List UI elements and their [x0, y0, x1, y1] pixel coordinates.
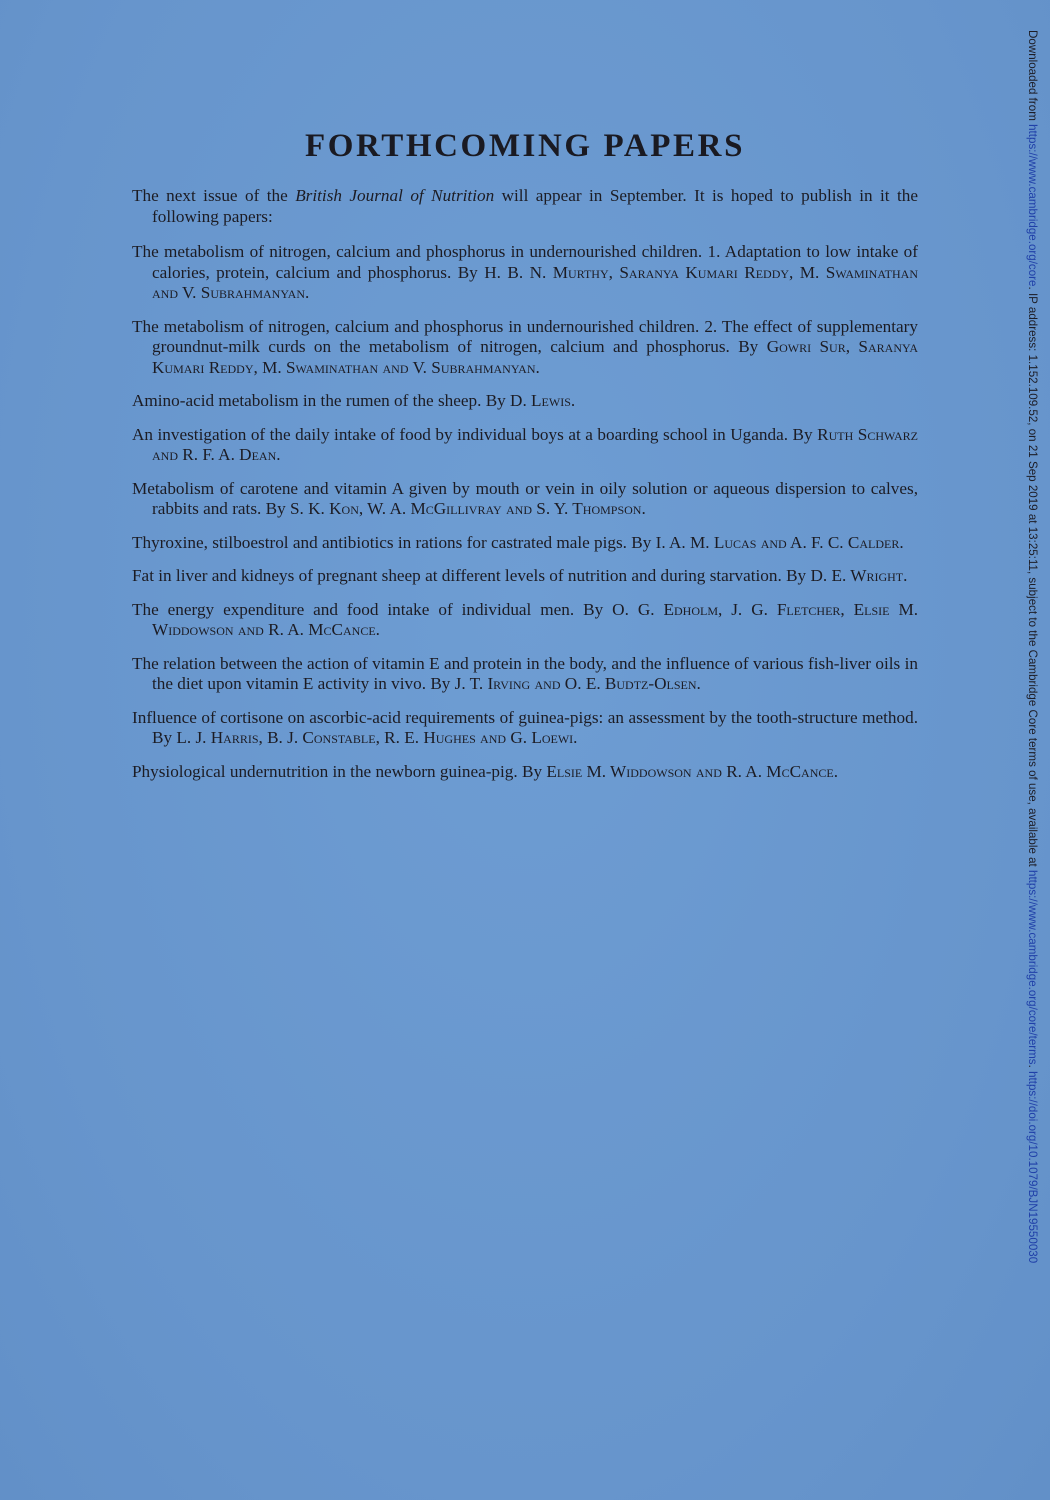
page-heading: FORTHCOMING PAPERS	[304, 128, 746, 164]
paper-entry	[132, 425, 918, 466]
by-word: By	[631, 532, 652, 552]
downloaded-from-label: Downloaded from	[1026, 30, 1039, 121]
paper-authors: J. T. Irving and O. E. Budtz-Olsen.	[454, 674, 701, 693]
intro-text-before: The next issue of the	[132, 186, 296, 205]
paper-entry	[132, 317, 918, 379]
by-word: By	[738, 337, 759, 356]
paper-authors: I. A. M. Lucas and A. F. C. Calder.	[655, 532, 904, 552]
papers-list	[132, 186, 918, 795]
paper-entry	[132, 600, 918, 641]
paper-authors: Elsie M. Widdowson and R. A. McCance.	[546, 761, 839, 781]
journal-name: British Journal of Nutrition	[295, 186, 495, 205]
core-link[interactable]: https://www.cambridge.org/core	[1026, 124, 1039, 287]
separator: .	[1026, 1064, 1039, 1068]
paper-title: Metabolism of carotene and vitamin A given by mouth or vein in oily solution or aqueous dispersion to calves, rabbits and rats.	[132, 478, 918, 518]
paper-authors: D. Lewis.	[510, 391, 576, 410]
paper-authors: H. B. N. Murthy, Saranya Kumari Reddy, M. Swaminathan and V. Subrahmanyan.	[152, 262, 919, 302]
doi-link[interactable]: https://doi.org/10.1079/BJN19550030	[1026, 1071, 1039, 1264]
paper-authors: O. G. Edholm, J. G. Fletcher, Elsie M. Widdowson and R. A. McCance.	[152, 599, 919, 639]
by-word: By	[265, 499, 286, 518]
paper-authors: Ruth Schwarz and R. F. A. Dean.	[152, 424, 918, 464]
paper-title: Amino-acid metabolism in the rumen of the sheep.	[132, 391, 482, 410]
paper-title: Physiological undernutrition in the newborn guinea-pig.	[132, 761, 518, 781]
by-word: By	[522, 761, 543, 781]
paper-title: Thyroxine, stilboestrol and antibiotics in rations for castrated male pigs.	[132, 532, 627, 552]
paper-entry	[132, 566, 918, 587]
paper-authors: S. K. Kon, W. A. McGillivray and S. Y. Thompson.	[289, 499, 646, 518]
paper-entry	[132, 391, 918, 412]
paper-authors: Gowri Sur, Saranya Kumari Reddy, M. Swaminathan and V. Subrahmanyan.	[152, 337, 918, 377]
paper-entry	[132, 242, 918, 304]
ip-address-text: . IP address: 1.152.109.52, on 21 Sep 2019 at 13:25:11, subject to the Cambridge Core terms of use, available at	[1026, 286, 1039, 867]
paper-title: The metabolism of nitrogen, calcium and phosphorus in undernourished children. 1. Adaptation to low intake of calories, protein, calcium and phosphorus.	[132, 242, 918, 282]
paper-entry	[132, 708, 918, 749]
paper-authors: D. E. Wright.	[810, 566, 908, 585]
paper-title: Influence of cortisone on ascorbic-acid requirements of guinea-pigs: an assessment by the tooth-structure method.	[132, 707, 918, 727]
paper-entry	[132, 479, 918, 520]
by-word: By	[485, 391, 506, 410]
paper-title: An investigation of the daily intake of food by individual boys at a boarding school in Uganda.	[132, 424, 789, 444]
download-notice-sidebar	[1021, 30, 1043, 1470]
by-word: By	[430, 674, 451, 693]
download-notice-text	[1021, 30, 1043, 1470]
paper-authors: L. J. Harris, B. J. Constable, R. E. Hughes and G. Loewi.	[176, 728, 578, 747]
by-word: By	[152, 728, 173, 747]
paper-title: Fat in liver and kidneys of pregnant sheep at different levels of nutrition and during starvation.	[132, 566, 782, 585]
paper-title: The relation between the action of vitamin E and protein in the body, and the influence of various fish-liver oils in the diet upon vitamin E activity in vivo.	[132, 653, 918, 693]
paper-entry	[132, 654, 918, 695]
terms-link[interactable]: https://www.cambridge.org/core/terms	[1026, 870, 1039, 1065]
paper-title: The energy expenditure and food intake of individual men.	[132, 599, 575, 619]
paper-entry	[132, 762, 918, 783]
paper-entry	[132, 533, 918, 554]
intro-paragraph	[132, 186, 918, 227]
by-word: By	[786, 566, 807, 585]
intro-text-after: will appear in September. It is hoped to publish in it the following papers:	[152, 186, 919, 226]
by-word: By	[457, 262, 478, 282]
by-word: By	[792, 424, 813, 444]
paper-title: The metabolism of nitrogen, calcium and phosphorus in undernourished children. 2. The effect of supplementary groundnut-milk curds on the metabolism of nitrogen, calcium and phosphorus.	[132, 316, 918, 356]
by-word: By	[583, 599, 604, 619]
